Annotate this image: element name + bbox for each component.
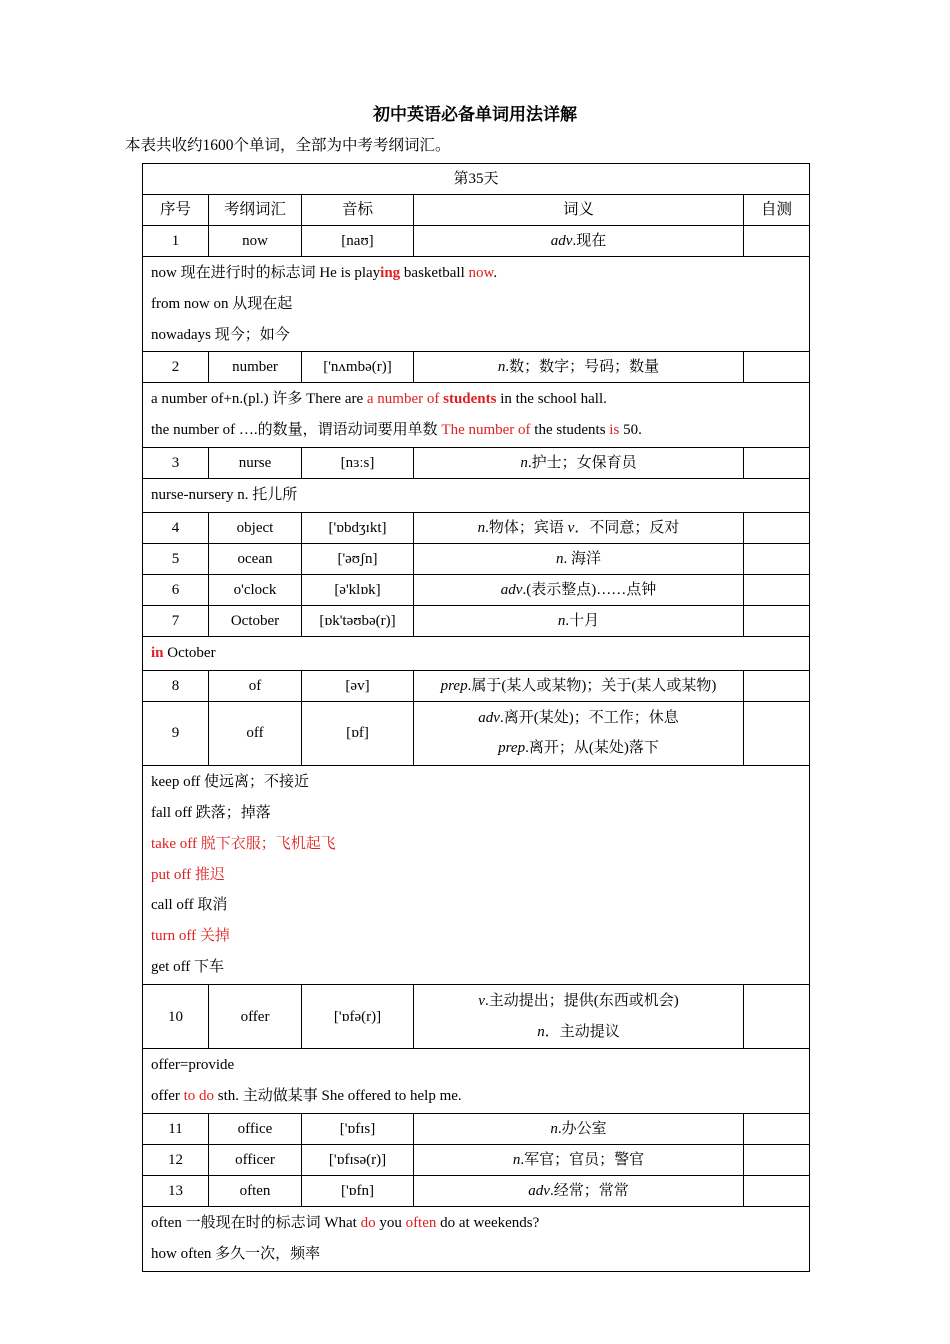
intro-text: 本表共收约1600个单词，全部为中考考纲词汇。 [125,137,451,154]
definition: n.办公室 [414,1113,744,1144]
usage-note: nurse-nursery n. 托儿所 [143,478,810,512]
ipa: ['ɒfn] [302,1175,414,1206]
usage-note: now 现在进行时的标志词 He is playing basketball now. from now on 从现在起 nowadays 现今；如今 [143,257,810,352]
word: object [209,512,302,543]
ipa: ['ɒbdʒɪkt] [302,512,414,543]
table-row [143,226,810,257]
note-row [143,1049,810,1114]
selftest-cell[interactable] [744,543,810,574]
ipa: [naʊ] [302,226,414,257]
word: officer [209,1144,302,1175]
ipa: ['ɒfɪsə(r)] [302,1144,414,1175]
table-row [143,701,810,766]
table-row [143,605,810,636]
word-no: 9 [143,701,209,766]
word-no: 10 [143,984,209,1049]
word: nurse [209,447,302,478]
table-row [143,447,810,478]
table-row [143,543,810,574]
word: o'clock [209,574,302,605]
word-no: 13 [143,1175,209,1206]
table-row [143,512,810,543]
ipa: [nɜːs] [302,447,414,478]
selftest-cell[interactable] [744,984,810,1049]
usage-note: often 一般现在时的标志词 What do you often do at weekends? how often 多久一次，频率 [143,1206,810,1271]
word: off [209,701,302,766]
word-no: 5 [143,543,209,574]
day-label: 第35天 [143,164,810,195]
selftest-cell[interactable] [744,447,810,478]
table-row [143,1144,810,1175]
definition: n.物体；宾语 v．不同意；反对 [414,512,744,543]
word: ocean [209,543,302,574]
definition: n.数；数字；号码；数量 [414,352,744,383]
ipa: ['ɒfə(r)] [302,984,414,1049]
table-row [143,1113,810,1144]
selftest-cell[interactable] [744,1144,810,1175]
note-row [143,1206,810,1271]
header-row [143,195,810,226]
word-no: 3 [143,447,209,478]
usage-note: in October [143,636,810,670]
word-no: 7 [143,605,209,636]
ipa: ['ɒfɪs] [302,1113,414,1144]
ipa: [ə'klɒk] [302,574,414,605]
selftest-cell[interactable] [744,574,810,605]
selftest-cell[interactable] [744,605,810,636]
word-no: 11 [143,1113,209,1144]
header-ipa: 音标 [302,195,414,226]
selftest-cell[interactable] [744,670,810,701]
vocab-table [142,163,810,1272]
note-row [143,257,810,352]
definition: adv.经常；常常 [414,1175,744,1206]
ipa: [ɒf] [302,701,414,766]
ipa: ['əʊʃn] [302,543,414,574]
definition: n.十月 [414,605,744,636]
table-row [143,352,810,383]
header-no: 序号 [143,195,209,226]
selftest-cell[interactable] [744,1175,810,1206]
table-row [143,574,810,605]
word: offer [209,984,302,1049]
note-row [143,766,810,985]
note-row [143,383,810,448]
word-no: 1 [143,226,209,257]
definition: n.护士；女保育员 [414,447,744,478]
word: often [209,1175,302,1206]
definition: prep.属于(某人或某物)；关于(某人或某物) [414,670,744,701]
word: number [209,352,302,383]
table-row [143,670,810,701]
header-word: 考纲词汇 [209,195,302,226]
selftest-cell[interactable] [744,352,810,383]
word: now [209,226,302,257]
header-selftest: 自测 [744,195,810,226]
definition: adv.现在 [414,226,744,257]
definition: adv.离开(某处)；不工作；休息 prep.离开；从(某处)落下 [414,701,744,766]
word-no: 8 [143,670,209,701]
word: October [209,605,302,636]
definition: v.主动提出；提供(东西或机会) n．主动提议 [414,984,744,1049]
table-row [143,984,810,1049]
word-no: 12 [143,1144,209,1175]
note-row [143,478,810,512]
usage-note: offer=provide offer to do sth. 主动做某事 She offered to help me. [143,1049,810,1114]
word-no: 2 [143,352,209,383]
definition: n. 海洋 [414,543,744,574]
ipa: ['nʌmbə(r)] [302,352,414,383]
selftest-cell[interactable] [744,512,810,543]
page-title: 初中英语必备单词用法详解 [373,105,577,124]
word: of [209,670,302,701]
selftest-cell[interactable] [744,701,810,766]
definition: adv.(表示整点)……点钟 [414,574,744,605]
day-row [143,164,810,195]
selftest-cell[interactable] [744,226,810,257]
definition: n.军官；官员；警官 [414,1144,744,1175]
usage-note: a number of+n.(pl.) 许多 There are a number of students in the school hall. the number of ….的数量，谓语动词要用单数 The number of the students is 50. [143,383,810,448]
usage-note: keep off 使远离；不接近 fall off 跌落；掉落 take off 脱下衣服；飞机起飞 put off 推迟 call off 取消 turn off 关掉 get off 下车 [143,766,810,985]
ipa: [ɒk'təʊbə(r)] [302,605,414,636]
note-row [143,636,810,670]
table-row [143,1175,810,1206]
header-def: 词义 [414,195,744,226]
word: office [209,1113,302,1144]
word-no: 6 [143,574,209,605]
ipa: [əv] [302,670,414,701]
word-no: 4 [143,512,209,543]
selftest-cell[interactable] [744,1113,810,1144]
